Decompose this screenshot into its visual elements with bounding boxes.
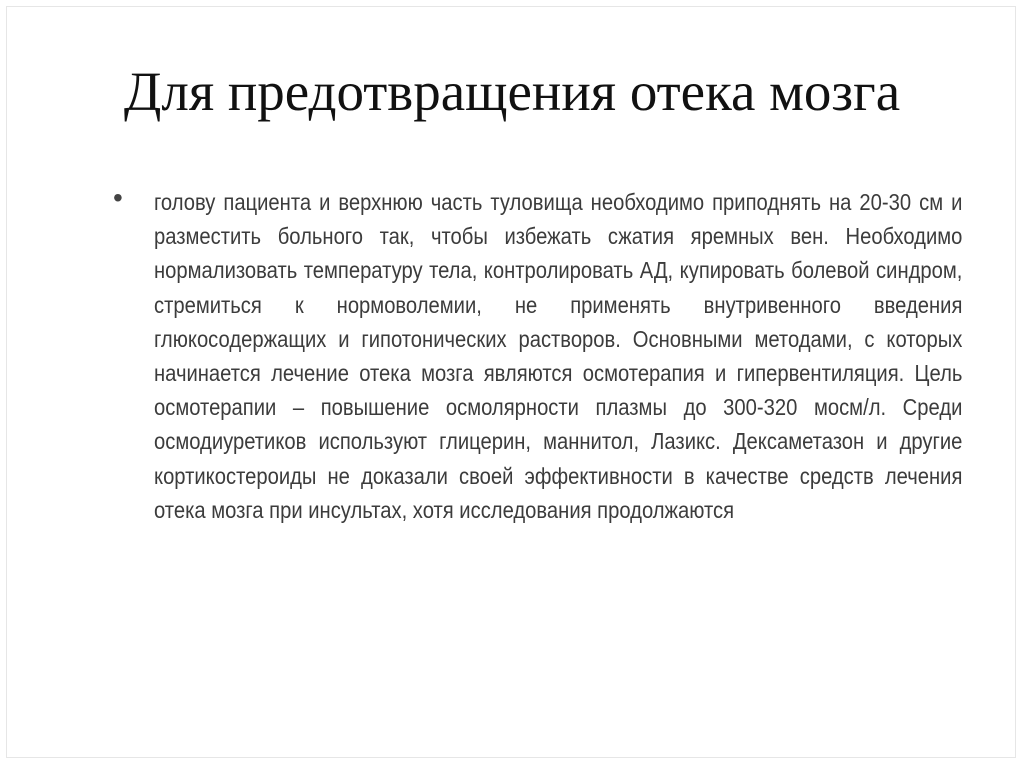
slide-title: Для предотвращения отека мозга <box>123 61 901 122</box>
bullet-point: • <box>113 182 123 213</box>
bullet-text: голову пациента и верхнюю часть туловища необходимо приподнять на 20-30 см и разместить больного так, чтобы избежать сжатия яремных вен. Необходимо нормализовать температуру тела, контролировать АД, купировать болевой синдром, стремиться к нормоволемии, не применять внутривенного введения глюкосодержащих и гипотонических растворов. Основными методами, с которых начинается лечение отека мозга являются осмотерапия и гипервентиляция. Цель осмотерапии – повышение осмолярности плазмы до 300-320 мосм/л. Среди осмодиуретиков используют глицерин, маннитол, Лазикс. Дексаметазон и другие кортикостероиды не доказали своей эффективности в качестве средств лечения отека мозга при инсультах, хотя исследования продолжаются <box>154 189 963 523</box>
